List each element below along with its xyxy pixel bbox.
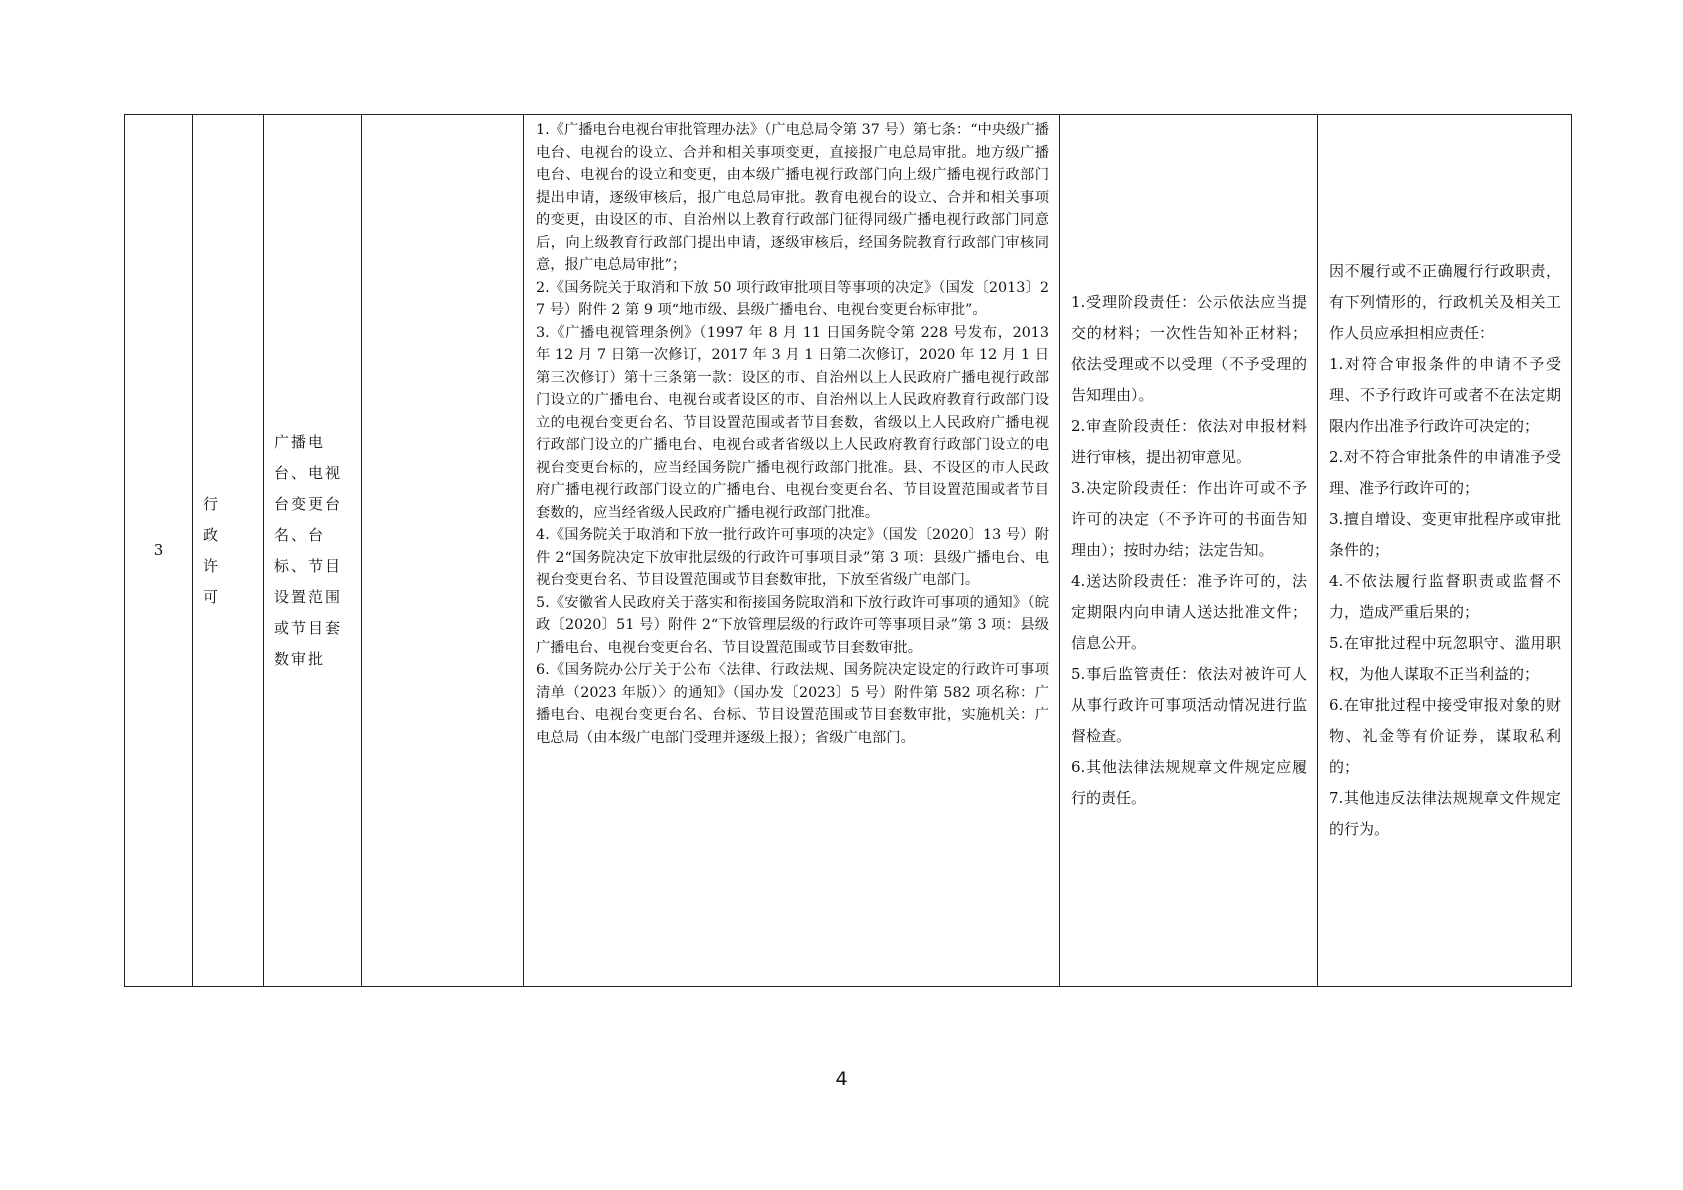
legal-basis-item: 4.《国务院关于取消和下放一批行政许可事项的决定》（国发〔2020〕13 号）附件 2“国务院决定下放审批层级的行政许可事项目录”第 3 项：县级广播电台、电视台变更台名、节目设置范围或节目套数审批，下放至省级广电部门。 (536, 527, 1049, 588)
responsibility-item: 2.审查阶段责任：依法对申报材料进行审核，提出初审意见。 (1071, 417, 1307, 466)
accountability-item: 7.其他违反法律法规规章文件规定的行为。 (1329, 789, 1561, 838)
responsibility-item: 6.其他法律法规规章文件规定应履行的责任。 (1071, 758, 1307, 807)
accountability-item: 1.对符合审报条件的申请不予受理、不予行政许可或者不在法定期限内作出准予行政许可决定的； (1329, 355, 1561, 435)
accountability-item: 因不履行或不正确履行行政职责，有下列情形的，行政机关及相关工作人员应承担相应责任： (1329, 262, 1561, 342)
responsibility-item: 1.受理阶段责任：公示依法应当提交的材料；一次性告知补正材料；依法受理或不以受理（不予受理的告知理由）。 (1071, 293, 1307, 404)
item-name-text: 广播电台、电视台变更台名、台标、节目设置范围或节目套数审批 (274, 432, 343, 668)
legal-basis-cell (524, 115, 1060, 987)
table-row (125, 115, 1572, 987)
responsibility-item: 4.送达阶段责任：准予许可的，法定期限内向申请人送达批准文件；信息公开。 (1071, 572, 1307, 652)
accountability-item: 4.不依法履行监督职责或监督不力，造成严重后果的； (1329, 572, 1561, 621)
legal-basis-item: 1.《广播电台电视台审批管理办法》（广电总局令第 37 号）第七条：“中央级广播电台、电视台的设立、合并和相关事项变更，直接报广电总局审批。地方级广播电台、电视台的设立和变更，由本级广播电视行政部门向上级广播电视行政部门提出申请，逐级审核后，报广电总局审批。教育电视台的设立、合并和相关事项的变更，由设区的市、自治州以上教育行政部门征得同级广播电视行政部门同意后，向上级教育行政部门提出申请，逐级审核后，经国务院教育行政部门审核同意，报广电总局审批”； (536, 122, 1049, 273)
row-number-cell (125, 115, 193, 987)
power-list-table (124, 114, 1572, 987)
item-name-cell (264, 115, 362, 987)
sub-item-cell (362, 115, 524, 987)
responsibility-item: 3.决定阶段责任：作出许可或不予许可的决定（不予许可的书面告知理由）；按时办结；法定告知。 (1071, 479, 1307, 559)
accountability-item: 3.擅自增设、变更审批程序或审批条件的； (1329, 510, 1561, 559)
legal-basis-item: 2.《国务院关于取消和下放 50 项行政审批项目等事项的决定》（国发〔2013〕27 号）附件 2 第 9 项“地市级、县级广播电台、电视台变更台标审批”。 (536, 279, 1049, 318)
legal-basis-item: 6.《国务院办公厅关于公布〈法律、行政法规、国务院决定设定的行政许可事项清单（2023 年版）〉的通知》（国办发〔2023〕5 号）附件第 582 项名称：广播电台、电视台变更台名、台标、节目设置范围或节目套数审批，实施机关：广电总局（由本级广电部门受理并逐级上报）；省级广电部门。 (536, 662, 1049, 746)
page-number: 4 (835, 1068, 848, 1090)
row-number: 3 (153, 541, 164, 559)
responsibility-item: 5.事后监管责任：依法对被许可人从事行政许可事项活动情况进行监督检查。 (1071, 665, 1307, 745)
legal-basis-item: 3.《广播电视管理条例》（1997 年 8 月 11 日国务院令第 228 号发布，2013 年 12 月 7 日第一次修订，2017 年 3 月 1 日第二次修订，2020 年 12 月 1 日第三次修订）第十三条第一款：设区的市、自治州以上人民政府广播电视行政部门设立的广播电台、电视台或者设区的市、自治州以上人民政府教育行政部门设立的电视台变更台名、节目设置范围或者节目套数，省级以上人民政府广播电视行政部门设立的广播电台、电视台或者省级以上人民政府教育行政部门设立的电视台变更台标的，应当经国务院广播电视行政部门批准。县、不设区的市人民政府广播电视行政部门设立的广播电台、电视台变更台名、节目设置范围或者节目套数的，应当经省级人民政府广播电视行政部门批准。 (536, 324, 1049, 521)
category-cell (193, 115, 264, 987)
category-text: 行政许可 (203, 494, 231, 606)
accountability-cell (1318, 115, 1572, 987)
accountability-item: 5.在审批过程中玩忽职守、滥用职权，为他人谋取不正当利益的； (1329, 634, 1561, 683)
accountability-item: 2.对不符合审批条件的申请准予受理、准予行政许可的； (1329, 448, 1561, 497)
responsibility-cell (1060, 115, 1318, 987)
legal-basis-item: 5.《安徽省人民政府关于落实和衔接国务院取消和下放行政许可事项的通知》（皖政〔2020〕51 号）附件 2“下放管理层级的行政许可等事项目录”第 3 项：县级广播电台、电视台变更台名、节目设置范围或节目套数审批。 (536, 594, 1049, 656)
accountability-item: 6.在审批过程中接受审报对象的财物、礼金等有价证券，谋取私利的； (1329, 696, 1561, 776)
